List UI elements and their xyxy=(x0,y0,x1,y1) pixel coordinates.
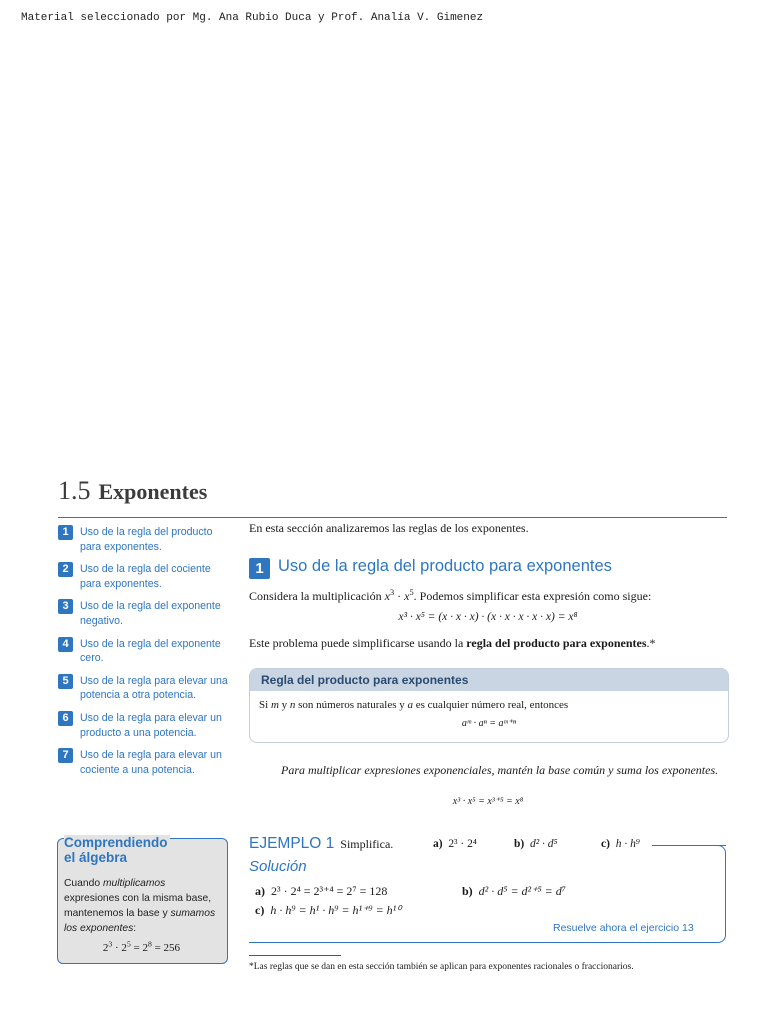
footnote-divider xyxy=(249,955,341,956)
solution-a: a) 2³ · 2⁴ = 2³⁺⁴ = 2⁷ = 128 xyxy=(255,884,388,898)
objective-text: Uso de la regla del cociente para exponentes. xyxy=(80,563,211,590)
comprendiendo-title-line1: Comprendiendo xyxy=(64,835,168,850)
footnote: *Las reglas que se dan en esta sección también se aplican para exponentes racionales o fraccionarios. xyxy=(249,962,634,972)
objective-heading: Uso de la regla del producto para exponentes xyxy=(278,557,612,575)
objective-item[interactable] xyxy=(58,674,234,703)
rule-box-equation: aᵐ · aⁿ = aᵐ⁺ⁿ xyxy=(461,718,517,729)
section-name: Exponentes xyxy=(98,479,208,504)
objective-number: 4 xyxy=(58,637,73,652)
section-title xyxy=(58,476,207,506)
objective-number: 5 xyxy=(58,674,73,689)
objective-item[interactable] xyxy=(58,599,234,628)
objective-number: 6 xyxy=(58,711,73,726)
objective-number: 1 xyxy=(58,525,73,540)
example-part-c: c) h · h⁹ xyxy=(601,838,640,850)
solution-c: c) h · h⁹ = h¹ · h⁹ = h¹⁺⁹ = h¹⁰ xyxy=(255,903,402,917)
objective-text: Uso de la regla del exponente cero. xyxy=(80,637,221,665)
section-divider xyxy=(58,517,727,518)
intro-text: En esta sección analizaremos las reglas de los exponentes. xyxy=(249,521,529,535)
comp-text-italic: sumamos los exponentes xyxy=(64,908,216,934)
comp-text-italic: multiplicamos xyxy=(102,878,166,889)
italic-paragraph: Para multiplicar expresiones exponenciales, mantén la base común y suma los exponentes. xyxy=(281,763,719,777)
comp-text: : xyxy=(133,923,137,934)
rule-box-heading: Regla del producto para exponentes xyxy=(250,669,728,691)
objective-number: 7 xyxy=(58,748,73,763)
example-header xyxy=(249,835,393,853)
header-note: Material seleccionado por Mg. Ana Rubio Duca y Prof. Analía V. Gimenez xyxy=(21,12,484,24)
objective-item[interactable] xyxy=(58,748,234,777)
comprendiendo-title-line2: el álgebra xyxy=(64,850,128,865)
equation-1: x³ · x⁵ = (x · x · x) · (x · x · x · x · x) = x⁸ xyxy=(398,611,578,623)
objective-text: Uso de la regla del exponente negativo. xyxy=(80,600,221,627)
comprendiendo-body xyxy=(64,876,220,936)
objectives-list xyxy=(58,525,234,785)
objective-text: Uso de la regla para elevar una potencia a otra potencia. xyxy=(80,674,228,702)
example-prompt: Simplifica. xyxy=(340,837,394,851)
paragraph-2: Este problema puede simplificarse usando la regla del producto para exponentes.* xyxy=(249,636,656,650)
example-label: EJEMPLO 1 xyxy=(249,835,335,852)
objective-item[interactable] xyxy=(58,711,234,740)
example-part-b: b) d² · d⁵ xyxy=(514,838,558,850)
comprendiendo-title xyxy=(64,835,170,865)
equation-2: x³ · x⁵ = x³⁺⁵ = x⁸ xyxy=(452,796,524,807)
objective-item[interactable] xyxy=(58,562,234,591)
objective-number: 2 xyxy=(58,562,73,577)
objective-text: Uso de la regla para elevar un producto a una potencia. xyxy=(80,711,222,739)
comprendiendo-formula: $2^3 \cdot 2^5 = 2^8 = 256$ xyxy=(102,939,181,954)
example-header-line xyxy=(652,845,726,846)
solution-label: Solución xyxy=(249,858,307,875)
rule-box-body: Si m y n son números naturales y a es cualquier número real, entonces xyxy=(259,699,569,711)
objective-text: Uso de la regla para elevar un cociente a una potencia. xyxy=(80,749,222,776)
section-number: 1.5 xyxy=(58,476,91,505)
solution-b: b) d² · d⁵ = d²⁺⁵ = d⁷ xyxy=(462,884,566,898)
objective-item[interactable] xyxy=(58,637,234,666)
resuelve-link[interactable]: Resuelve ahora el ejercicio 13 xyxy=(553,922,694,934)
example-part-a: a) 2³ · 2⁴ xyxy=(433,838,477,850)
comp-text: Cuando xyxy=(64,878,103,889)
objective-badge: 1 xyxy=(249,558,270,579)
objective-item[interactable] xyxy=(58,525,234,554)
objective-number: 3 xyxy=(58,599,73,614)
objective-text: Uso de la regla del producto para exponentes. xyxy=(80,526,213,553)
comp-text: expresiones con la misma base, mantenemos la base y xyxy=(64,893,212,919)
paragraph-1: Considera la multiplicación $x^3 \cdot x^5$. Podemos simplificar esta expresión como sigue: xyxy=(249,588,652,603)
